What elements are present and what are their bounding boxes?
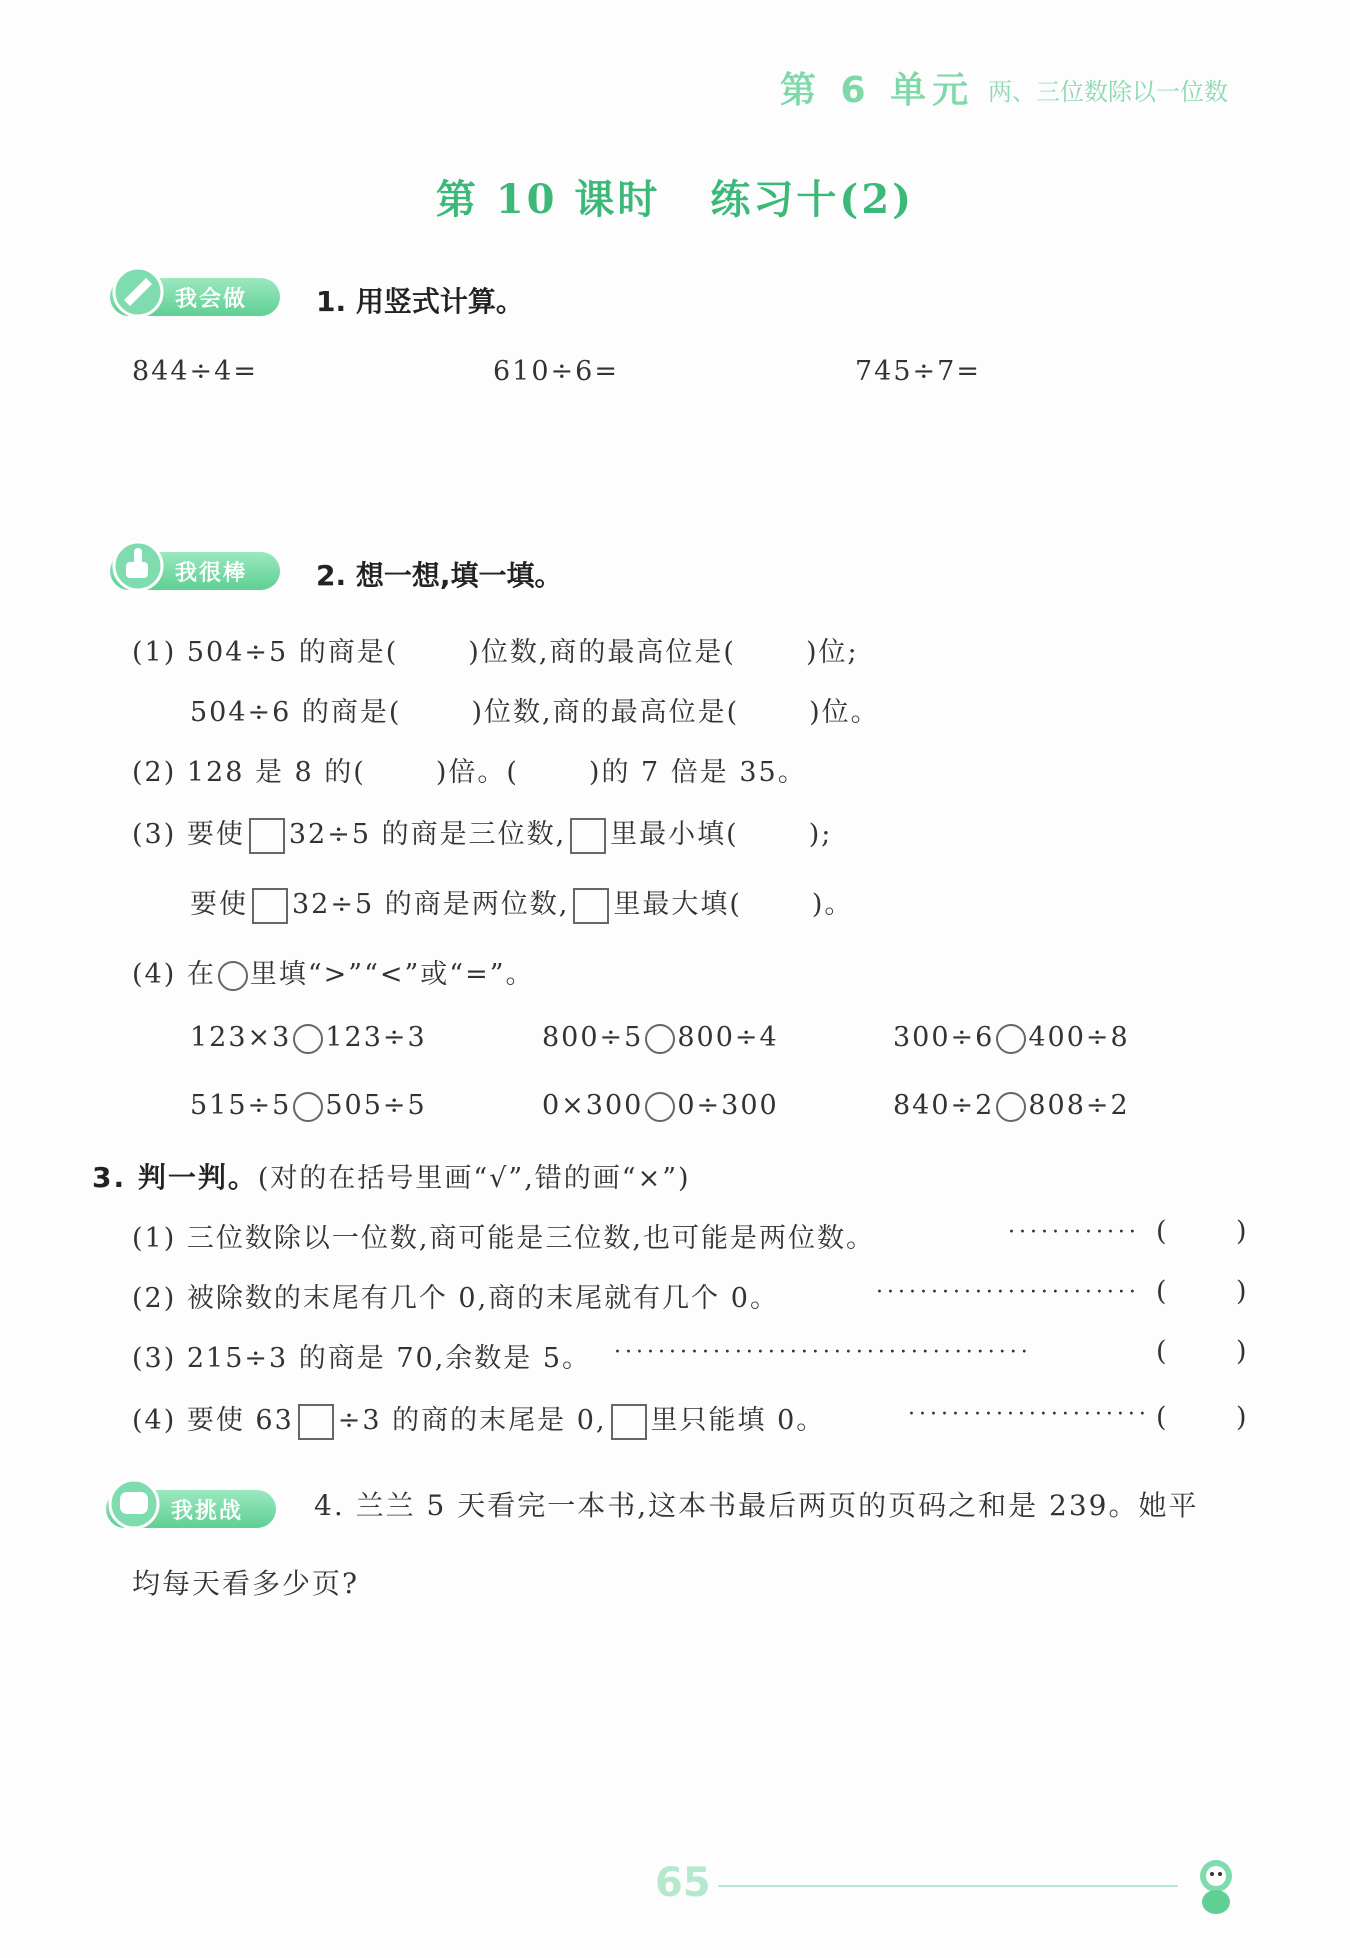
badge-i-am-great: 我很棒	[100, 536, 290, 592]
answer-box[interactable]	[298, 1404, 334, 1440]
compare-4: 515÷5 505÷5	[190, 1090, 427, 1121]
compare-circle[interactable]	[645, 1024, 675, 1054]
q1-title: 1. 用竖式计算。	[316, 285, 524, 318]
q3-dots-1: ············	[1008, 1220, 1140, 1245]
judge-paren-close-1: )	[1236, 1216, 1249, 1247]
compare-1: 123×3 123÷3	[190, 1022, 427, 1053]
q4-line2: 均每天看多少页?	[132, 1567, 360, 1600]
answer-box[interactable]	[252, 888, 288, 924]
judge-paren-open-1[interactable]: (	[1156, 1216, 1169, 1247]
footer-rule	[718, 1885, 1178, 1887]
compare-6: 840÷2 808÷2	[893, 1090, 1130, 1121]
pencil-icon	[108, 262, 172, 318]
judge-paren-open-4[interactable]: (	[1156, 1402, 1169, 1433]
judge-paren-close-2: )	[1236, 1276, 1249, 1307]
compare-circle[interactable]	[293, 1092, 323, 1122]
q1-item-3: 745÷7=	[855, 356, 981, 387]
judge-paren-close-4: )	[1236, 1402, 1249, 1433]
lesson-number: 第 10 课时	[435, 176, 661, 223]
judge-paren-open-3[interactable]: (	[1156, 1336, 1169, 1367]
q3-title: 3. 判一判。(对的在括号里画“√”,错的画“×”)	[92, 1161, 691, 1194]
compare-2: 800÷5 800÷4	[542, 1022, 779, 1053]
q2-part1-line2: 504÷6 的商是( )位数,商的最高位是( )位。	[190, 697, 880, 728]
compare-circle[interactable]	[645, 1092, 675, 1122]
q2-part1-line1: (1) 504÷5 的商是( )位数,商的最高位是( )位;	[132, 637, 859, 668]
q3-dots-3: ······································	[614, 1340, 1032, 1365]
badge-i-can-do: 我会做	[100, 262, 290, 318]
q3-item-3: (3) 215÷3 的商是 70,余数是 5。	[132, 1343, 592, 1374]
lesson-name: 练习十(2)	[710, 176, 915, 223]
fist-icon	[104, 1474, 168, 1530]
q1-item-1: 844÷4=	[132, 356, 258, 387]
page-number: 65	[655, 1860, 711, 1906]
q2-part4: (4) 在 里填“>”“<”或“=”。	[132, 959, 535, 990]
q3-item-4: (4) 要使 63 ÷3 的商的末尾是 0, 里只能填 0。	[132, 1398, 825, 1440]
thumbs-up-icon	[108, 536, 172, 592]
q3-dots-2: ························	[876, 1280, 1140, 1305]
q1-item-2: 610÷6=	[493, 356, 619, 387]
q3-item-1: (1) 三位数除以一位数,商可能是三位数,也可能是两位数。	[132, 1223, 876, 1254]
answer-box[interactable]	[573, 888, 609, 924]
compare-circle[interactable]	[293, 1024, 323, 1054]
unit-topic: 两、三位数除以一位数	[988, 78, 1228, 106]
q2-part3-line2: 要使 32÷5 的商是两位数, 里最大填( )。	[190, 882, 853, 924]
badge-challenge: 我挑战	[96, 1474, 286, 1530]
mascot-icon	[1186, 1852, 1256, 1922]
compare-3: 300÷6 400÷8	[893, 1022, 1130, 1053]
answer-box[interactable]	[249, 818, 285, 854]
judge-paren-close-3: )	[1236, 1336, 1249, 1367]
circle-icon	[218, 961, 248, 991]
answer-box[interactable]	[570, 818, 606, 854]
unit-label: 第 6 单元	[780, 70, 975, 111]
q2-title: 2. 想一想,填一填。	[316, 559, 563, 592]
q2-part3-line1: (3) 要使 32÷5 的商是三位数, 里最小填( );	[132, 812, 832, 854]
lesson-title	[0, 168, 1350, 225]
q3-dots-4: ······················	[908, 1402, 1150, 1427]
judge-paren-open-2[interactable]: (	[1156, 1276, 1169, 1307]
q2-part2: (2) 128 是 8 的( )倍。( )的 7 倍是 35。	[132, 757, 807, 788]
compare-circle[interactable]	[996, 1024, 1026, 1054]
compare-5: 0×300 0÷300	[542, 1090, 779, 1121]
compare-circle[interactable]	[996, 1092, 1026, 1122]
q4-line1: 4. 兰兰 5 天看完一本书,这本书最后两页的页码之和是 239。她平	[314, 1489, 1199, 1522]
q3-item-2: (2) 被除数的末尾有几个 0,商的末尾就有几个 0。	[132, 1283, 779, 1314]
answer-box[interactable]	[611, 1404, 647, 1440]
